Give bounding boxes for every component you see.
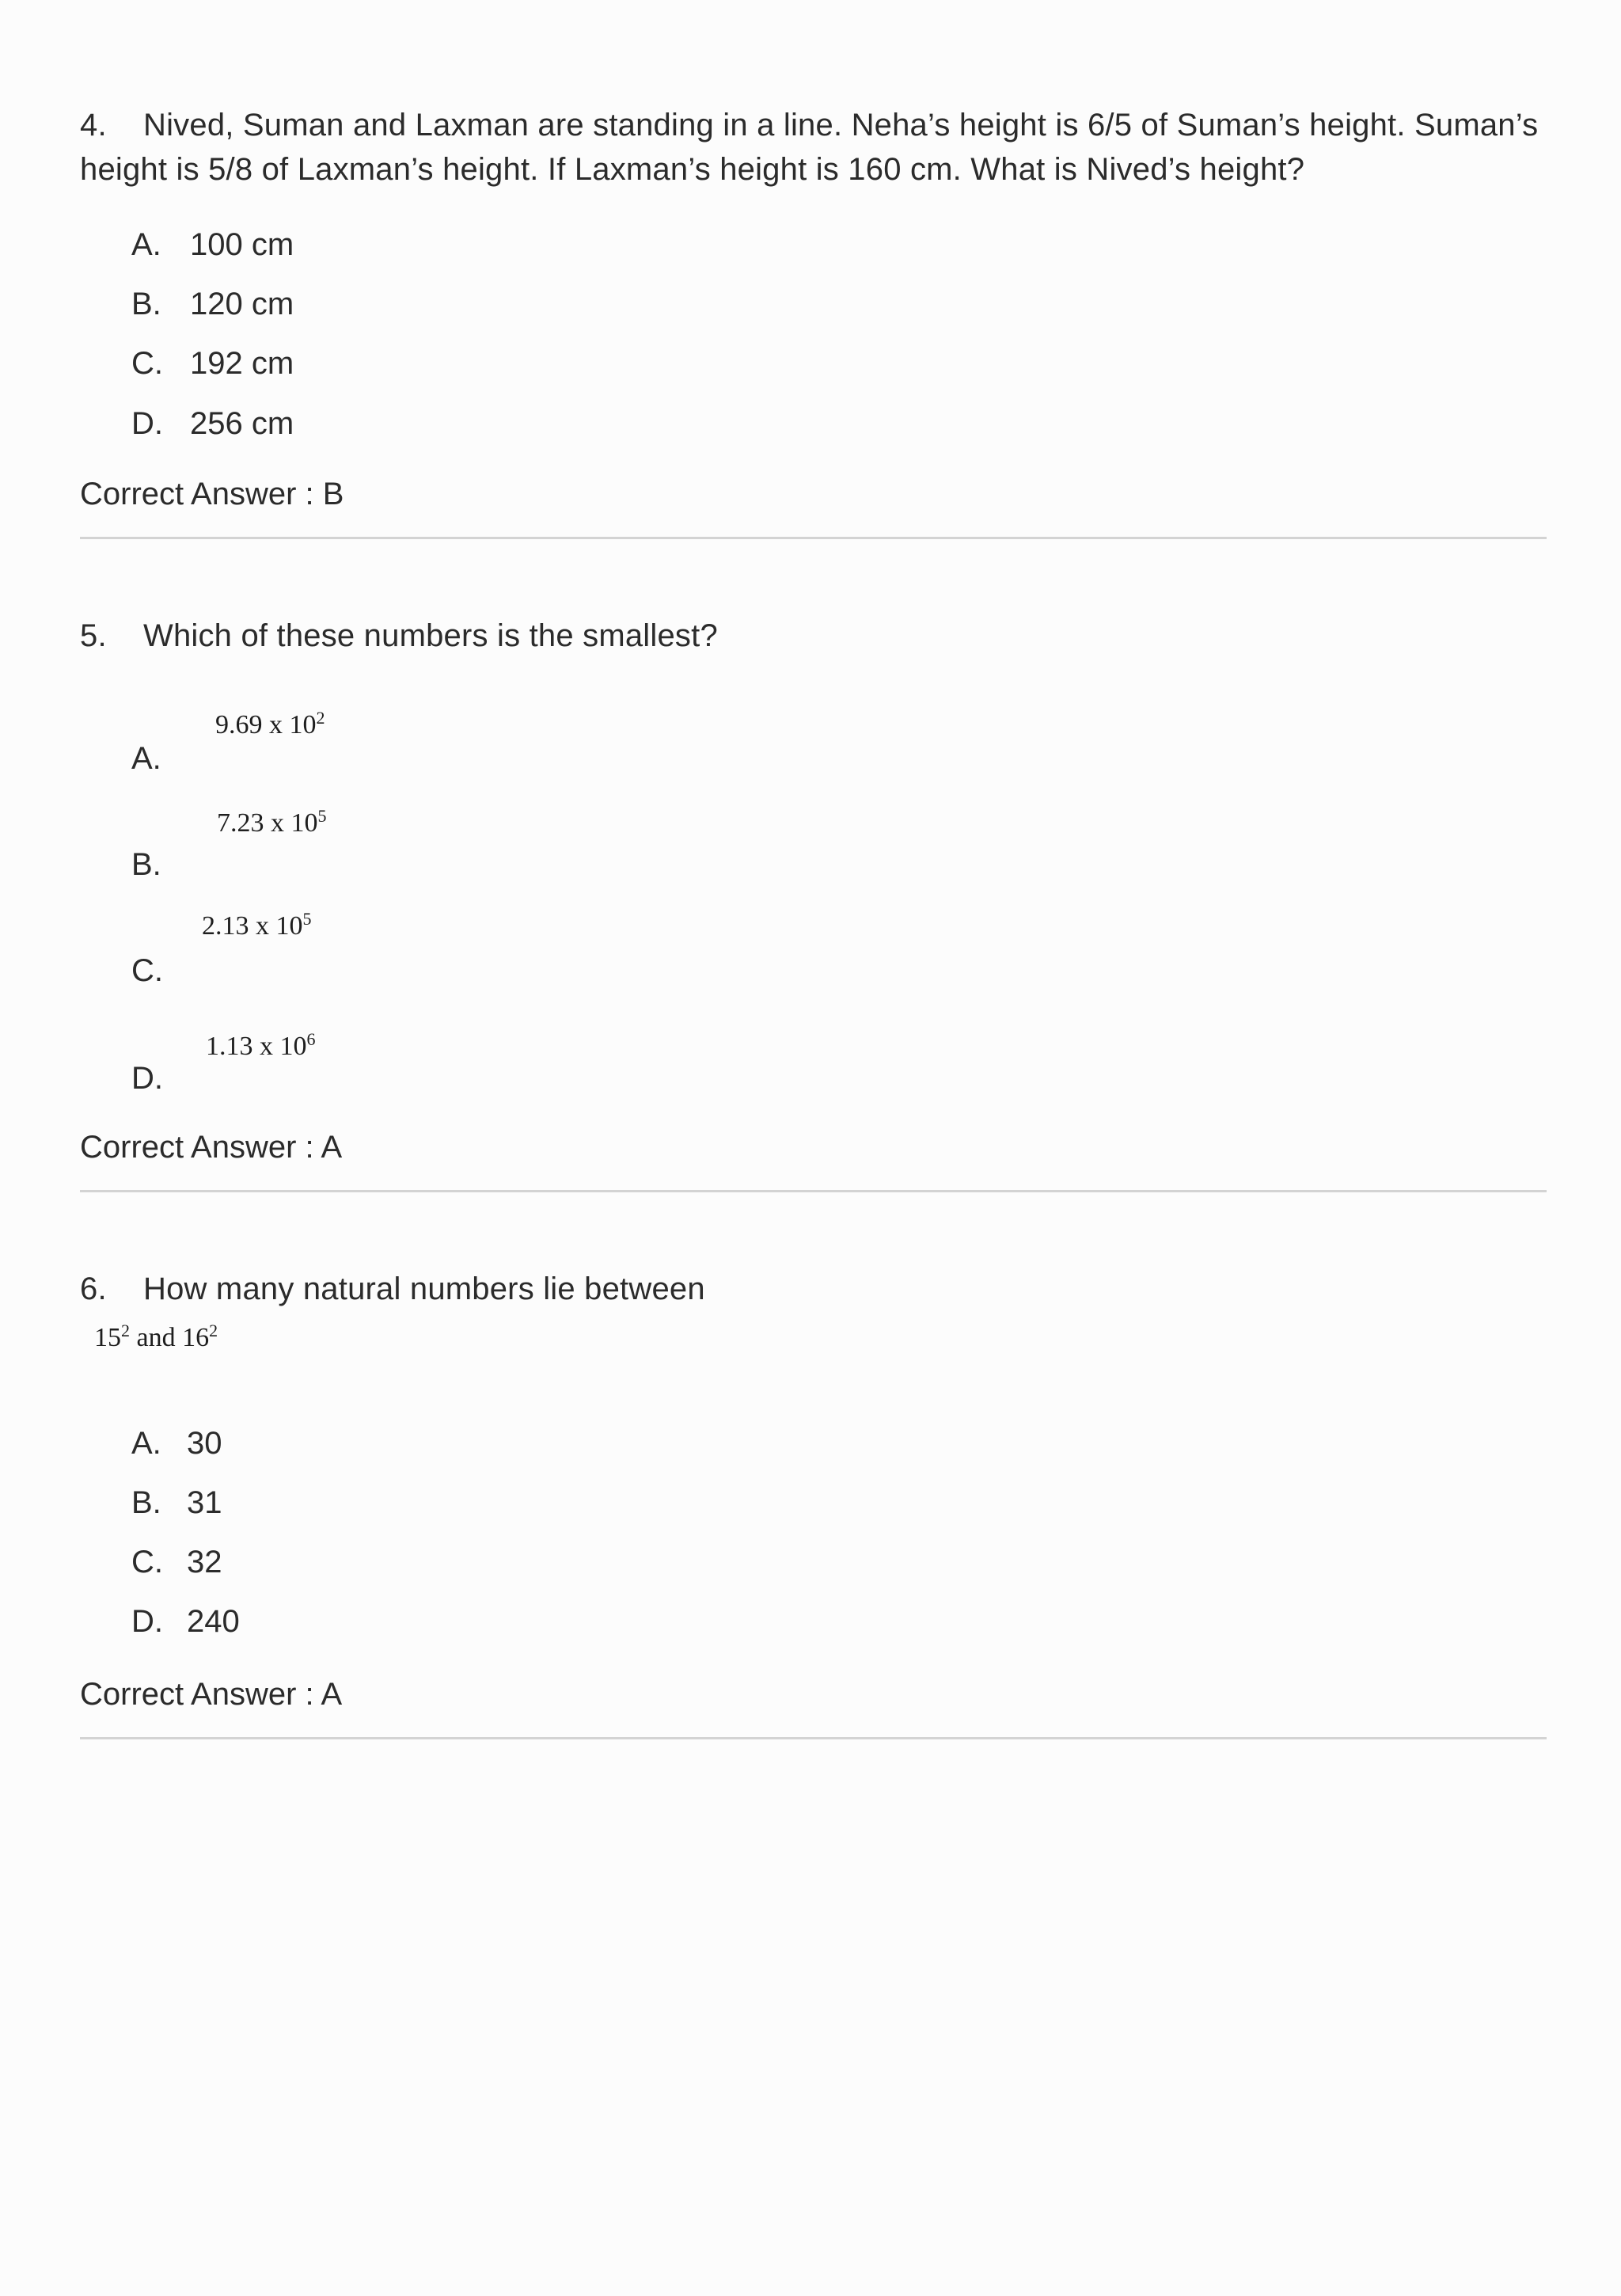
divider [80, 1190, 1547, 1192]
question-6-math: $15^2$ and $16^2$ [94, 1321, 218, 1352]
option-c-letter: C. [131, 953, 163, 988]
option-text: 100 cm [190, 227, 294, 262]
option-a-math: 9.69 x $10^2$ [215, 708, 325, 739]
option-letter: C. [131, 1545, 163, 1579]
option-b-letter: B. [131, 847, 161, 882]
option-text: 31 [187, 1485, 222, 1520]
question-4 [80, 103, 1548, 192]
question-text: Which of these numbers is the smallest? [143, 618, 718, 653]
correct-answer: Correct Answer : B [80, 477, 344, 511]
option-b-math: 7.23 x $10^5$ [217, 806, 327, 838]
question-text: How many natural numbers lie between [143, 1272, 705, 1306]
question-6 [80, 1267, 1548, 1311]
option-text: 256 cm [190, 406, 294, 441]
option-letter: B. [131, 1485, 161, 1520]
option-text: 30 [187, 1426, 222, 1461]
option-a [131, 226, 294, 264]
option-letter: A. [131, 1426, 161, 1461]
divider [80, 1737, 1547, 1739]
option-a [131, 1424, 222, 1462]
option-text: 192 cm [190, 346, 294, 381]
question-number: 5. [80, 618, 107, 653]
option-d-letter: D. [131, 1061, 163, 1096]
divider [80, 537, 1547, 539]
correct-answer: Correct Answer : A [80, 1677, 343, 1712]
option-c [131, 344, 294, 382]
question-5 [80, 614, 1548, 658]
correct-answer: Correct Answer : A [80, 1130, 343, 1165]
question-text: Nived, Suman and Laxman are standing in a line. Neha’s height is 6/5 of Suman’s height. Suman’s [143, 108, 1539, 143]
option-d-math: 1.13 x $10^6$ [206, 1029, 316, 1061]
option-text: 120 cm [190, 287, 294, 321]
option-c-math: 2.13 x $10^5$ [202, 909, 312, 941]
option-letter: C. [131, 346, 163, 381]
option-c [131, 1543, 222, 1581]
question-number: 4. [80, 108, 107, 143]
option-letter: A. [131, 227, 161, 262]
option-letter: B. [131, 287, 161, 321]
option-text: 240 [187, 1604, 240, 1639]
option-letter: D. [131, 1604, 163, 1639]
option-text: 32 [187, 1545, 222, 1579]
option-d [131, 1602, 240, 1640]
option-b [131, 1484, 222, 1522]
option-b [131, 285, 294, 323]
question-number: 6. [80, 1272, 107, 1306]
option-a-letter: A. [131, 741, 161, 776]
option-d [131, 405, 294, 443]
question-4-line-1 [80, 103, 1548, 147]
option-letter: D. [131, 406, 163, 441]
question-4-line-2: height is 5/8 of Laxman’s height. If Laxman’s height is 160 cm. What is Nived’s height? [80, 152, 1305, 187]
